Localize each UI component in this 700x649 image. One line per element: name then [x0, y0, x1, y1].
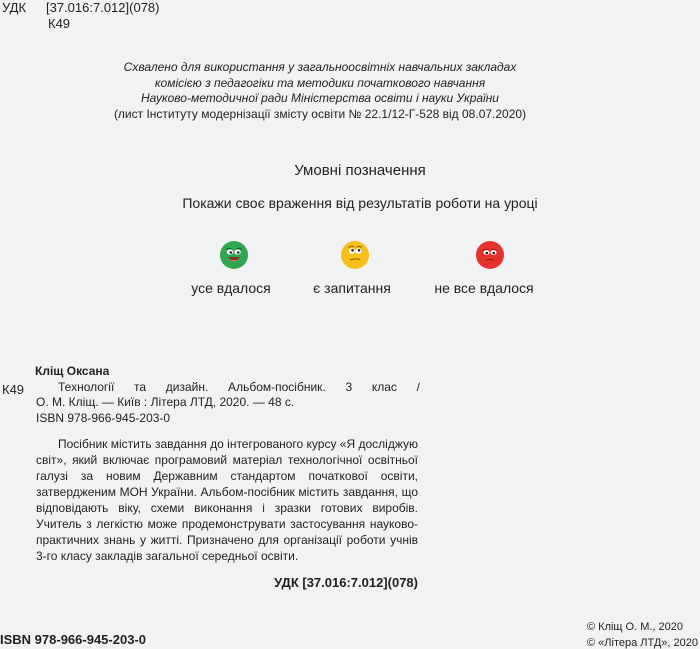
legend-title: Умовні позначення [294, 162, 426, 179]
bibliographic-record [0, 364, 420, 426]
happy-face-icon [220, 241, 248, 269]
udk-header [2, 0, 159, 32]
copyright-publisher: © «Літера ЛТД», 2020 [587, 637, 698, 649]
legend-label-question: є запитання [313, 280, 391, 296]
udk-classification: УДК [37.016:7.012](078) [274, 575, 418, 590]
book-title: Технології та дизайн. Альбом-посібник. 3 клас / [58, 379, 420, 394]
author-mark: К49 [2, 382, 25, 397]
imprint: О. М. Кліщ. — Київ : Літера ЛТД, 2020. — 48 с. [36, 395, 295, 409]
copyright-author: © Кліщ О. М., 2020 [587, 621, 684, 633]
approval-line-1: Схвалено для використання у загальноосвітніх навчальних закладах [123, 60, 517, 74]
approval-line-4: (лист Інституту модернізації змісту освіти № 22.1/12-Г-528 від 08.07.2020) [113, 106, 527, 121]
sad-face-icon [476, 241, 504, 269]
legend-subtitle: Покажи своє враження від результатів роботи на уроці [182, 195, 538, 211]
author-name: Кліщ Оксана [35, 364, 110, 378]
udk-code: [37.016:7.012](078) [46, 0, 160, 15]
isbn: ISBN 978-966-945-203-0 [36, 410, 171, 425]
copyright-block [587, 619, 698, 649]
abstract-text: Посібник містить завдання до інтегрованого курсу «Я досліджую світ», який включає програмовий матеріал технологічної освітньої галузі за новим Державним стандартом початкової освіти, затвердженим МОН України. Альбом-посібник містить завдання, що відповідають віку, схеми виконання і зразки готових виробів. Учитель з легкістю може продемонструвати застосування науково-практичних знань у житті. Призначено для організації роботи учнів 3-го класу закладів загальної середньої освіти. [36, 437, 418, 563]
approval-note [0, 60, 640, 122]
approval-line-2: комісією з педагогіки та методики початкового навчання [154, 75, 486, 90]
udk-label: УДК [2, 0, 27, 15]
abstract [36, 436, 418, 564]
legend-label-success: усе вдалося [191, 280, 271, 296]
legend-label-not-success: не все вдалося [434, 280, 534, 296]
author-mark: К49 [48, 16, 71, 31]
puzzled-face-icon [341, 241, 369, 269]
approval-line-3: Науково-методичної ради Міністерства освіти і науки України [141, 91, 499, 105]
footer-isbn: ISBN 978-966-945-203-0 [0, 632, 146, 647]
